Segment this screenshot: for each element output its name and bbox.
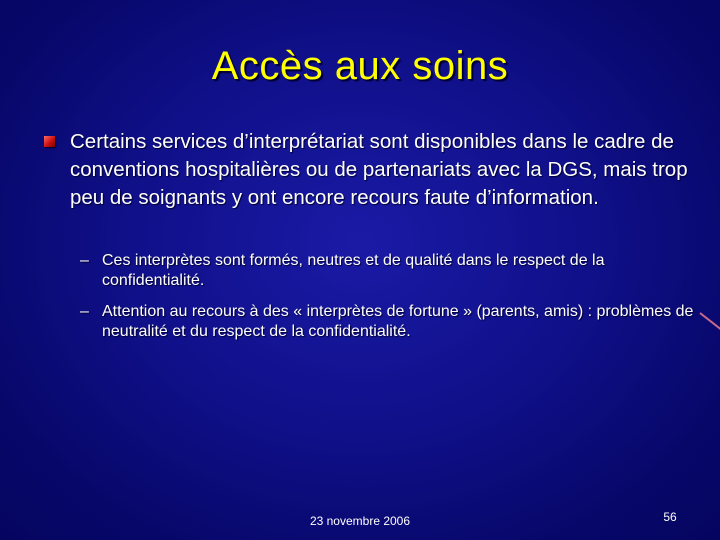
dash-bullet-icon: –	[80, 303, 89, 320]
decorative-line	[699, 312, 720, 333]
slide-title: Accès aux soins	[211, 44, 509, 88]
sub-bullet-text: Attention au recours à des « interprètes de fortune » (parents, amis) : problèmes de neutralité et du respect de la confidentialité.	[102, 303, 694, 340]
page-number: 56	[663, 510, 677, 524]
main-bullet-text: Certains services d’interprétariat sont disponibles dans le cadre de conventions hospitalières ou de partenariats avec la DGS, mais trop peu de soignants y ont encore recours faute d’information.	[70, 130, 688, 209]
square-bullet-icon	[44, 136, 55, 147]
sub-bullet	[80, 302, 700, 342]
dash-bullet-icon: –	[80, 252, 89, 269]
sub-bullet-text: Ces interprètes sont formés, neutres et de qualité dans le respect de la confidentialité.	[102, 252, 605, 289]
sub-bullet	[80, 251, 700, 291]
footer-date: 23 novembre 2006	[309, 514, 411, 528]
